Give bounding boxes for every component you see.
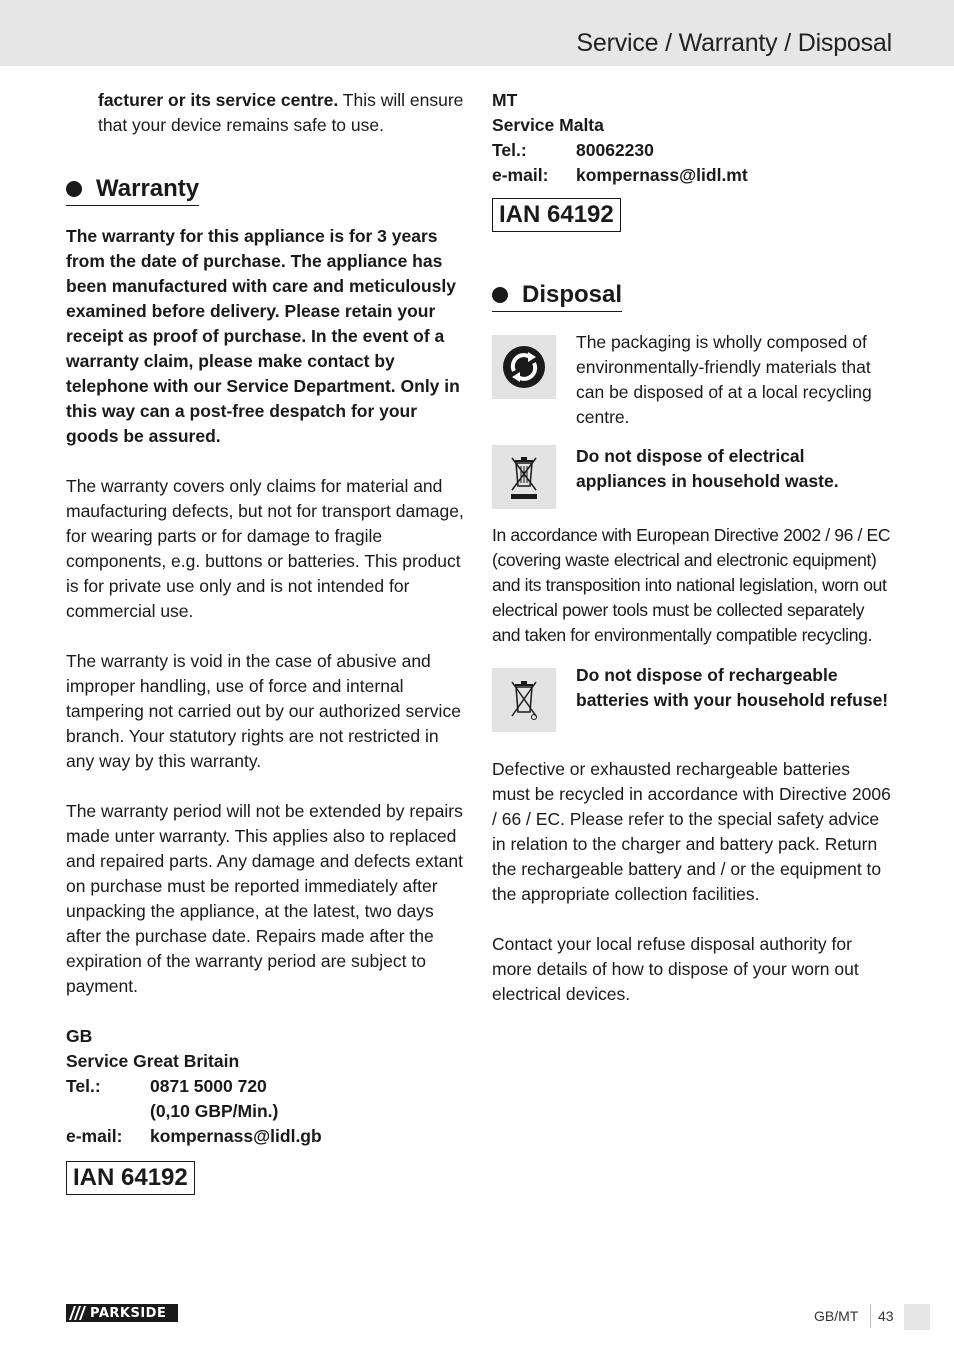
ian-box: IAN 64192: [66, 1161, 195, 1195]
intro-paragraph: [98, 88, 466, 138]
warranty-period-paragraph: The warranty period will not be extended by repairs made unter warranty. This applies also to replaced and repaired parts. Any damage and defects extant on purchase must be reported immediately after unpacking the appliance, at the latest, two days after the purchase date. Repairs made after the expiration of the warranty period are subject to payment.: [66, 801, 463, 996]
battery-warning: Do not dispose of rechargeable batteries with your household refuse!: [576, 665, 889, 710]
tel-label: Tel.:: [66, 1076, 101, 1096]
page-number: 43: [878, 1308, 894, 1324]
directive-paragraph: In accordance with European Directive 2002 / 96 / EC (covering waste electrical and electronic equipment) and its transposition into national legislation, worn out electrical power tools must be collected separately and taken for environmentally compatible recycling.: [492, 525, 891, 645]
contact-service: Service Malta: [492, 115, 604, 135]
packaging-row: [492, 332, 892, 430]
left-column: [66, 88, 466, 1195]
email-value: kompernass@lidl.gb: [150, 1126, 322, 1146]
crossed-bin-icon: [492, 445, 556, 509]
recycle-icon: [492, 335, 556, 399]
battery-paragraph: Defective or exhausted rechargeable batteries must be recycled in accordance with Directive 2006 / 66 / EC. Please refer to the special safety advice in relation to the charger and battery pack. Return the rechargeable battery and / or the equipment to the appropriate collection facilities.: [492, 759, 891, 904]
contact-gb: [66, 1024, 466, 1149]
email-label: e-mail:: [492, 165, 549, 185]
intro-rest: This will ensure that your device remains safe to use.: [98, 90, 464, 135]
email-value: kompernass@lidl.mt: [576, 165, 748, 185]
page-title: Service / Warranty / Disposal: [576, 29, 892, 57]
contact-email-row: [492, 163, 892, 188]
bullet-icon: [66, 181, 82, 197]
logo-slashes-icon: [66, 1304, 88, 1322]
disposal-heading-label: Disposal: [522, 281, 623, 308]
intro-bold: facturer or its service centre.: [98, 90, 339, 110]
crossed-battery-bin-icon: [492, 668, 556, 732]
contact-country: GB: [66, 1026, 93, 1046]
electrical-warning: Do not dispose of electrical appliances in household waste.: [576, 446, 839, 491]
right-column: [492, 88, 892, 1007]
electrical-row: [492, 442, 892, 509]
ian-box: IAN 64192: [492, 198, 621, 232]
warranty-terms: The warranty for this appliance is for 3 years from the date of purchase. The appliance has been manufactured with care and meticulously examined before delivery. Please retain your receipt as proof of purchase. In the event of a warranty claim, please make contact by telephone with our Service Department. Only in this way can a post-free despatch for your goods be assured.: [66, 226, 460, 446]
contact-mt: [492, 88, 892, 188]
bullet-icon: [492, 287, 508, 303]
parkside-logo: [66, 1304, 178, 1322]
tel-note: (0,10 GBP/Min.): [150, 1101, 279, 1121]
footer-language: GB/MT: [814, 1308, 859, 1324]
tel-value: 0871 5000 720: [150, 1076, 267, 1096]
warranty-coverage-paragraph: The warranty covers only claims for material and maufacturing defects, but not for transport damage, for wearing parts or for damage to fragile components, e.g. buttons or batteries. This product is for private use only and is not intended for commercial use.: [66, 476, 464, 621]
battery-row: [492, 665, 892, 732]
warranty-heading: [66, 174, 199, 206]
warranty-void-paragraph: The warranty is void in the case of abusive and improper handling, use of force and internal tampering not carried out by our authorized service branch. Your statutory rights are not restricted in any way by this warranty.: [66, 651, 461, 771]
tel-value: 80062230: [576, 140, 654, 160]
warranty-heading-label: Warranty: [96, 175, 200, 202]
email-label: e-mail:: [66, 1126, 123, 1146]
footer-divider: [870, 1304, 871, 1328]
contact-tel-row: [492, 138, 892, 163]
disposal-heading: [492, 280, 622, 312]
packaging-text: The packaging is wholly composed of environmentally-friendly materials that can be disposed of at a local recycling centre.: [576, 332, 872, 427]
contact-country: MT: [492, 90, 518, 110]
contact-tel-row: [66, 1074, 466, 1099]
page-tab: [904, 1304, 930, 1330]
tel-label: Tel.:: [492, 140, 527, 160]
contact-service: Service Great Britain: [66, 1051, 240, 1071]
contact-authority-paragraph: Contact your local refuse disposal authority for more details of how to dispose of your worn out electrical devices.: [492, 934, 859, 1004]
logo-brand: PARKSIDE: [90, 1305, 167, 1321]
contact-email-row: [66, 1124, 466, 1149]
contact-tel-note-row: [66, 1099, 466, 1124]
